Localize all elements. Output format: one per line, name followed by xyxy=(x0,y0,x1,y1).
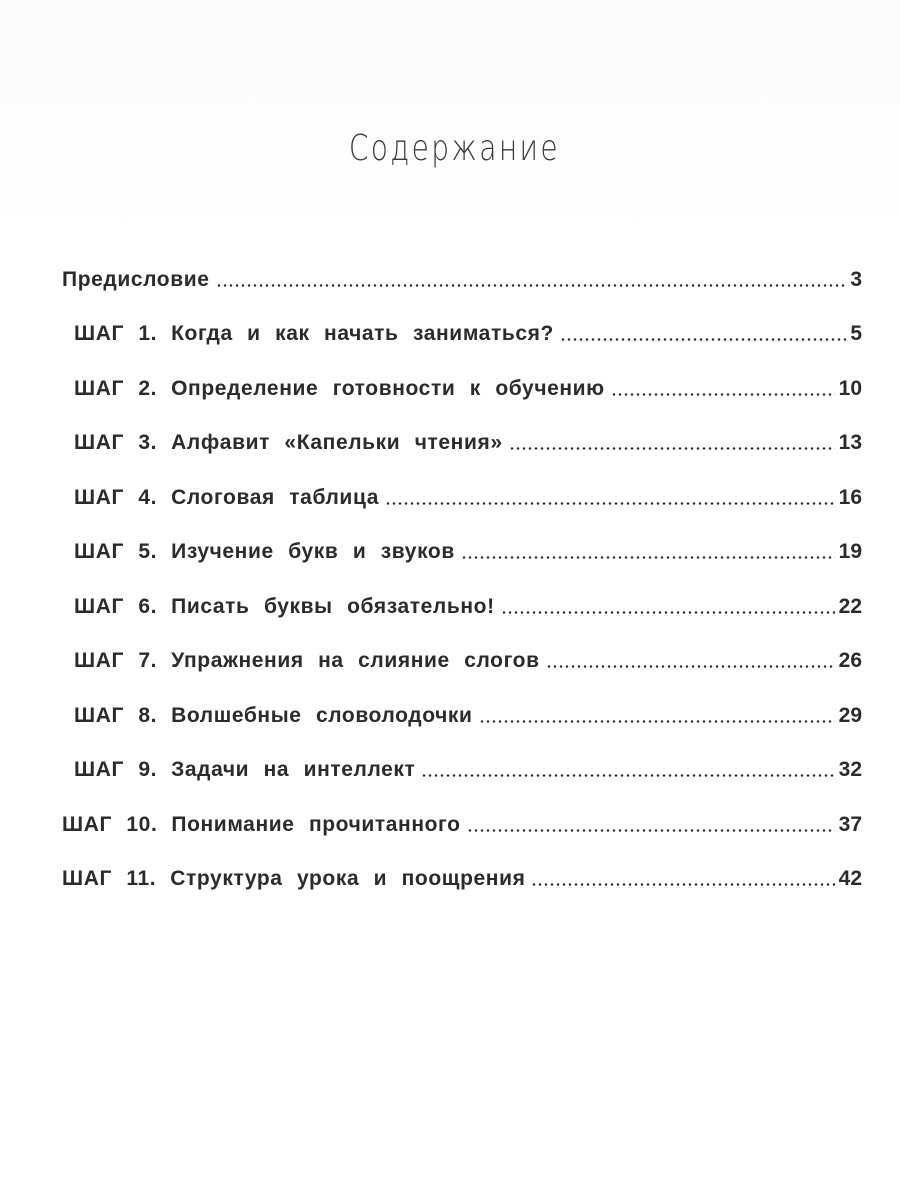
toc-entry-title: ШАГ 11. Структура урока и поощрения xyxy=(62,867,526,890)
step-number: ШАГ 1. xyxy=(74,322,158,345)
toc-entry-page: 19 xyxy=(838,540,862,563)
dot-leader xyxy=(216,284,846,287)
toc-entry-step-9[interactable] xyxy=(62,736,862,780)
toc-entry-title: ШАГ 4. Слоговая таблица xyxy=(74,486,379,509)
step-number: ШАГ 3. xyxy=(74,431,158,454)
toc-entry-step-2[interactable] xyxy=(62,355,862,399)
toc-entry-title: ШАГ 6. Писать буквы обязательно! xyxy=(74,595,495,618)
toc-entry-page: 10 xyxy=(838,377,862,400)
toc-entry-title: ШАГ 10. Понимание прочитанного xyxy=(62,813,461,836)
toc-entry-step-11[interactable] xyxy=(62,845,862,889)
toc-entry-step-3[interactable] xyxy=(62,409,862,453)
step-number: ШАГ 6. xyxy=(74,595,158,618)
page-title: Содержание xyxy=(348,128,560,169)
toc-entry-page: 42 xyxy=(838,867,862,890)
dot-leader xyxy=(560,338,846,341)
step-number: ШАГ 5. xyxy=(74,540,158,563)
toc-entry-page: 29 xyxy=(838,704,862,727)
toc-entry-page: 16 xyxy=(838,486,862,509)
toc-entry-step-10[interactable] xyxy=(62,791,862,835)
toc-entry-page: 32 xyxy=(838,758,862,781)
step-number: ШАГ 7. xyxy=(74,649,158,672)
toc-entry-title: ШАГ 8. Волшебные словолодочки xyxy=(74,704,473,727)
dot-leader xyxy=(546,665,835,668)
toc-entry-title: ШАГ 7. Упражнения на слияние слогов xyxy=(74,649,540,672)
toc-entry-title: ШАГ 2. Определение готовности к обучению xyxy=(74,377,605,400)
toc-entry-title: Предисловие xyxy=(62,268,210,291)
toc-entry-title: ШАГ 9. Задачи на интеллект xyxy=(74,758,416,781)
toc-entry-page: 26 xyxy=(838,649,862,672)
toc-entry-step-5[interactable] xyxy=(62,518,862,562)
dot-leader xyxy=(421,774,834,777)
dot-leader xyxy=(479,720,835,723)
step-number: ШАГ 4. xyxy=(74,486,158,509)
toc-entry-page: 5 xyxy=(850,322,862,345)
step-number: ШАГ 9. xyxy=(74,758,158,781)
step-number: ШАГ 2. xyxy=(74,377,158,400)
toc-entry-step-8[interactable] xyxy=(62,682,862,726)
toc-entry-page: 37 xyxy=(838,813,862,836)
toc-entry-step-1[interactable] xyxy=(62,300,862,344)
toc-entry-title: ШАГ 1. Когда и как начать заниматься? xyxy=(74,322,554,345)
toc-entry-step-6[interactable] xyxy=(62,573,862,617)
dot-leader xyxy=(461,556,835,559)
dot-leader xyxy=(467,829,835,832)
step-number: ШАГ 8. xyxy=(74,704,158,727)
dot-leader xyxy=(509,447,835,450)
dot-leader xyxy=(501,611,835,614)
dot-leader xyxy=(611,393,835,396)
toc-entry-preface[interactable] xyxy=(62,246,862,290)
toc-entry-step-7[interactable] xyxy=(62,627,862,671)
toc-entry-page: 13 xyxy=(838,431,862,454)
toc-entry-step-4[interactable] xyxy=(62,464,862,508)
dot-leader xyxy=(385,502,835,505)
step-number: ШАГ 10. xyxy=(62,813,158,836)
toc-entry-page: 3 xyxy=(850,268,862,291)
dot-leader xyxy=(531,883,834,886)
step-number: ШАГ 11. xyxy=(62,867,157,890)
toc-entry-title: ШАГ 5. Изучение букв и звуков xyxy=(74,540,455,563)
toc-entry-page: 22 xyxy=(838,595,862,618)
toc-entry-title: ШАГ 3. Алфавит «Капельки чтения» xyxy=(74,431,503,454)
